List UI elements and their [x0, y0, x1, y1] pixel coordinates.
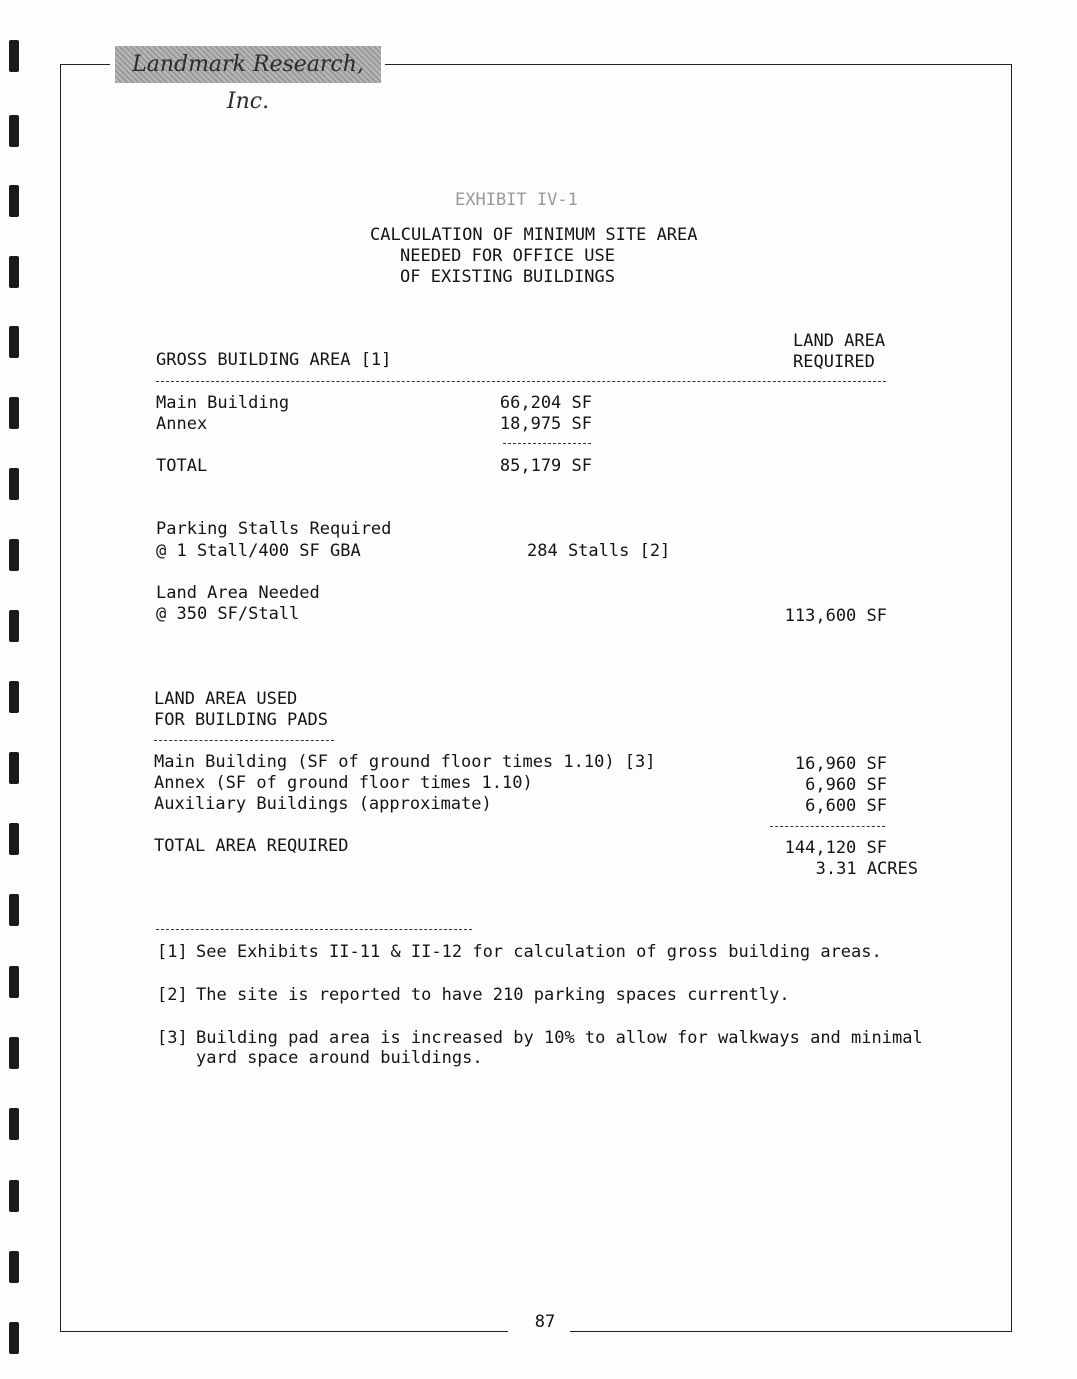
row-total-label: TOTAL — [156, 456, 208, 476]
land-needed-label-line-2: @ 350 SF/Stall — [156, 604, 300, 624]
frame-bottom-right — [570, 1331, 1012, 1332]
binder-hole — [9, 256, 19, 288]
binder-hole — [9, 681, 19, 713]
land-needed-value: 113,600 SF — [784, 606, 887, 626]
gross-building-area-header: GROSS BUILDING AREA [1] — [156, 350, 392, 370]
pads-total-rule — [770, 826, 885, 827]
binder-hole — [9, 185, 19, 217]
footnote-3-text-line-2: yard space around buildings. — [196, 1048, 483, 1068]
binder-hole — [9, 1037, 19, 1069]
pads-header-line-1: LAND AREA USED — [154, 689, 298, 709]
pads-header-rule — [154, 740, 334, 741]
binder-hole — [9, 468, 19, 500]
binder-hole — [9, 823, 19, 855]
parking-stalls-value: 284 Stalls [2] — [527, 541, 671, 561]
land-area-header-line-1: LAND AREA — [793, 331, 886, 351]
binder-hole — [9, 610, 19, 642]
binder-hole — [9, 1251, 19, 1283]
exhibit-number: EXHIBIT IV-1 — [455, 190, 578, 210]
binder-hole — [9, 894, 19, 926]
row-annex-value: 18,975 SF — [499, 414, 592, 434]
pad-row-main-building-label: Main Building (SF of ground floor times 1.10) [3] — [154, 752, 656, 772]
total-area-required-sf: 144,120 SF — [784, 838, 887, 858]
frame-right — [1011, 64, 1012, 1331]
company-logo: Landmark Research, Inc. — [115, 46, 381, 83]
pad-row-annex-label: Annex (SF of ground floor times 1.10) — [154, 773, 533, 793]
subtotal-rule — [503, 443, 591, 444]
pad-row-annex-value: 6,960 SF — [805, 775, 887, 795]
binder-hole — [9, 966, 19, 998]
footnote-1-mark: [1] — [157, 942, 188, 962]
binder-hole — [9, 752, 19, 784]
binder-hole — [9, 40, 19, 72]
pads-header-line-2: FOR BUILDING PADS — [154, 710, 328, 730]
land-area-header-line-2: REQUIRED — [793, 352, 875, 372]
pad-row-main-building-value: 16,960 SF — [794, 754, 887, 774]
exhibit-title-line-3: OF EXISTING BUILDINGS — [400, 267, 615, 287]
frame-bottom-left — [60, 1331, 508, 1332]
binder-hole — [9, 539, 19, 571]
footnote-3-mark: [3] — [157, 1028, 188, 1048]
total-area-required-label: TOTAL AREA REQUIRED — [154, 836, 349, 856]
header-rule — [156, 381, 886, 382]
footnote-3-text: Building pad area is increased by 10% to allow for walkways and minimal — [196, 1028, 923, 1048]
frame-left — [60, 64, 61, 1331]
frame-top-left — [60, 64, 110, 65]
page-number: 87 — [534, 1312, 556, 1332]
parking-label-line-2: @ 1 Stall/400 SF GBA — [156, 541, 361, 561]
binder-hole — [9, 326, 19, 358]
footnote-2-mark: [2] — [157, 985, 188, 1005]
row-total-value: 85,179 SF — [499, 456, 592, 476]
footnote-2-text: The site is reported to have 210 parking spaces currently. — [196, 985, 790, 1005]
row-main-building-value: 66,204 SF — [499, 393, 592, 413]
binder-hole — [9, 1108, 19, 1140]
frame-top-right — [385, 64, 1012, 65]
footnote-rule — [156, 929, 472, 930]
pad-row-auxiliary-value: 6,600 SF — [805, 796, 887, 816]
total-area-required-acres: 3.31 ACRES — [815, 859, 918, 879]
pad-row-auxiliary-label: Auxiliary Buildings (approximate) — [154, 794, 492, 814]
land-needed-label-line-1: Land Area Needed — [156, 583, 320, 603]
footnote-1-text: See Exhibits II-11 & II-12 for calculation of gross building areas. — [196, 942, 882, 962]
binder-hole — [9, 1322, 19, 1354]
exhibit-title-line-1: CALCULATION OF MINIMUM SITE AREA — [370, 225, 698, 245]
binder-hole — [9, 1180, 19, 1212]
row-main-building-label: Main Building — [156, 393, 290, 413]
row-annex-label: Annex — [156, 414, 208, 434]
parking-label-line-1: Parking Stalls Required — [156, 519, 392, 539]
binder-hole — [9, 397, 19, 429]
exhibit-title-line-2: NEEDED FOR OFFICE USE — [400, 246, 615, 266]
binder-hole — [9, 115, 19, 147]
